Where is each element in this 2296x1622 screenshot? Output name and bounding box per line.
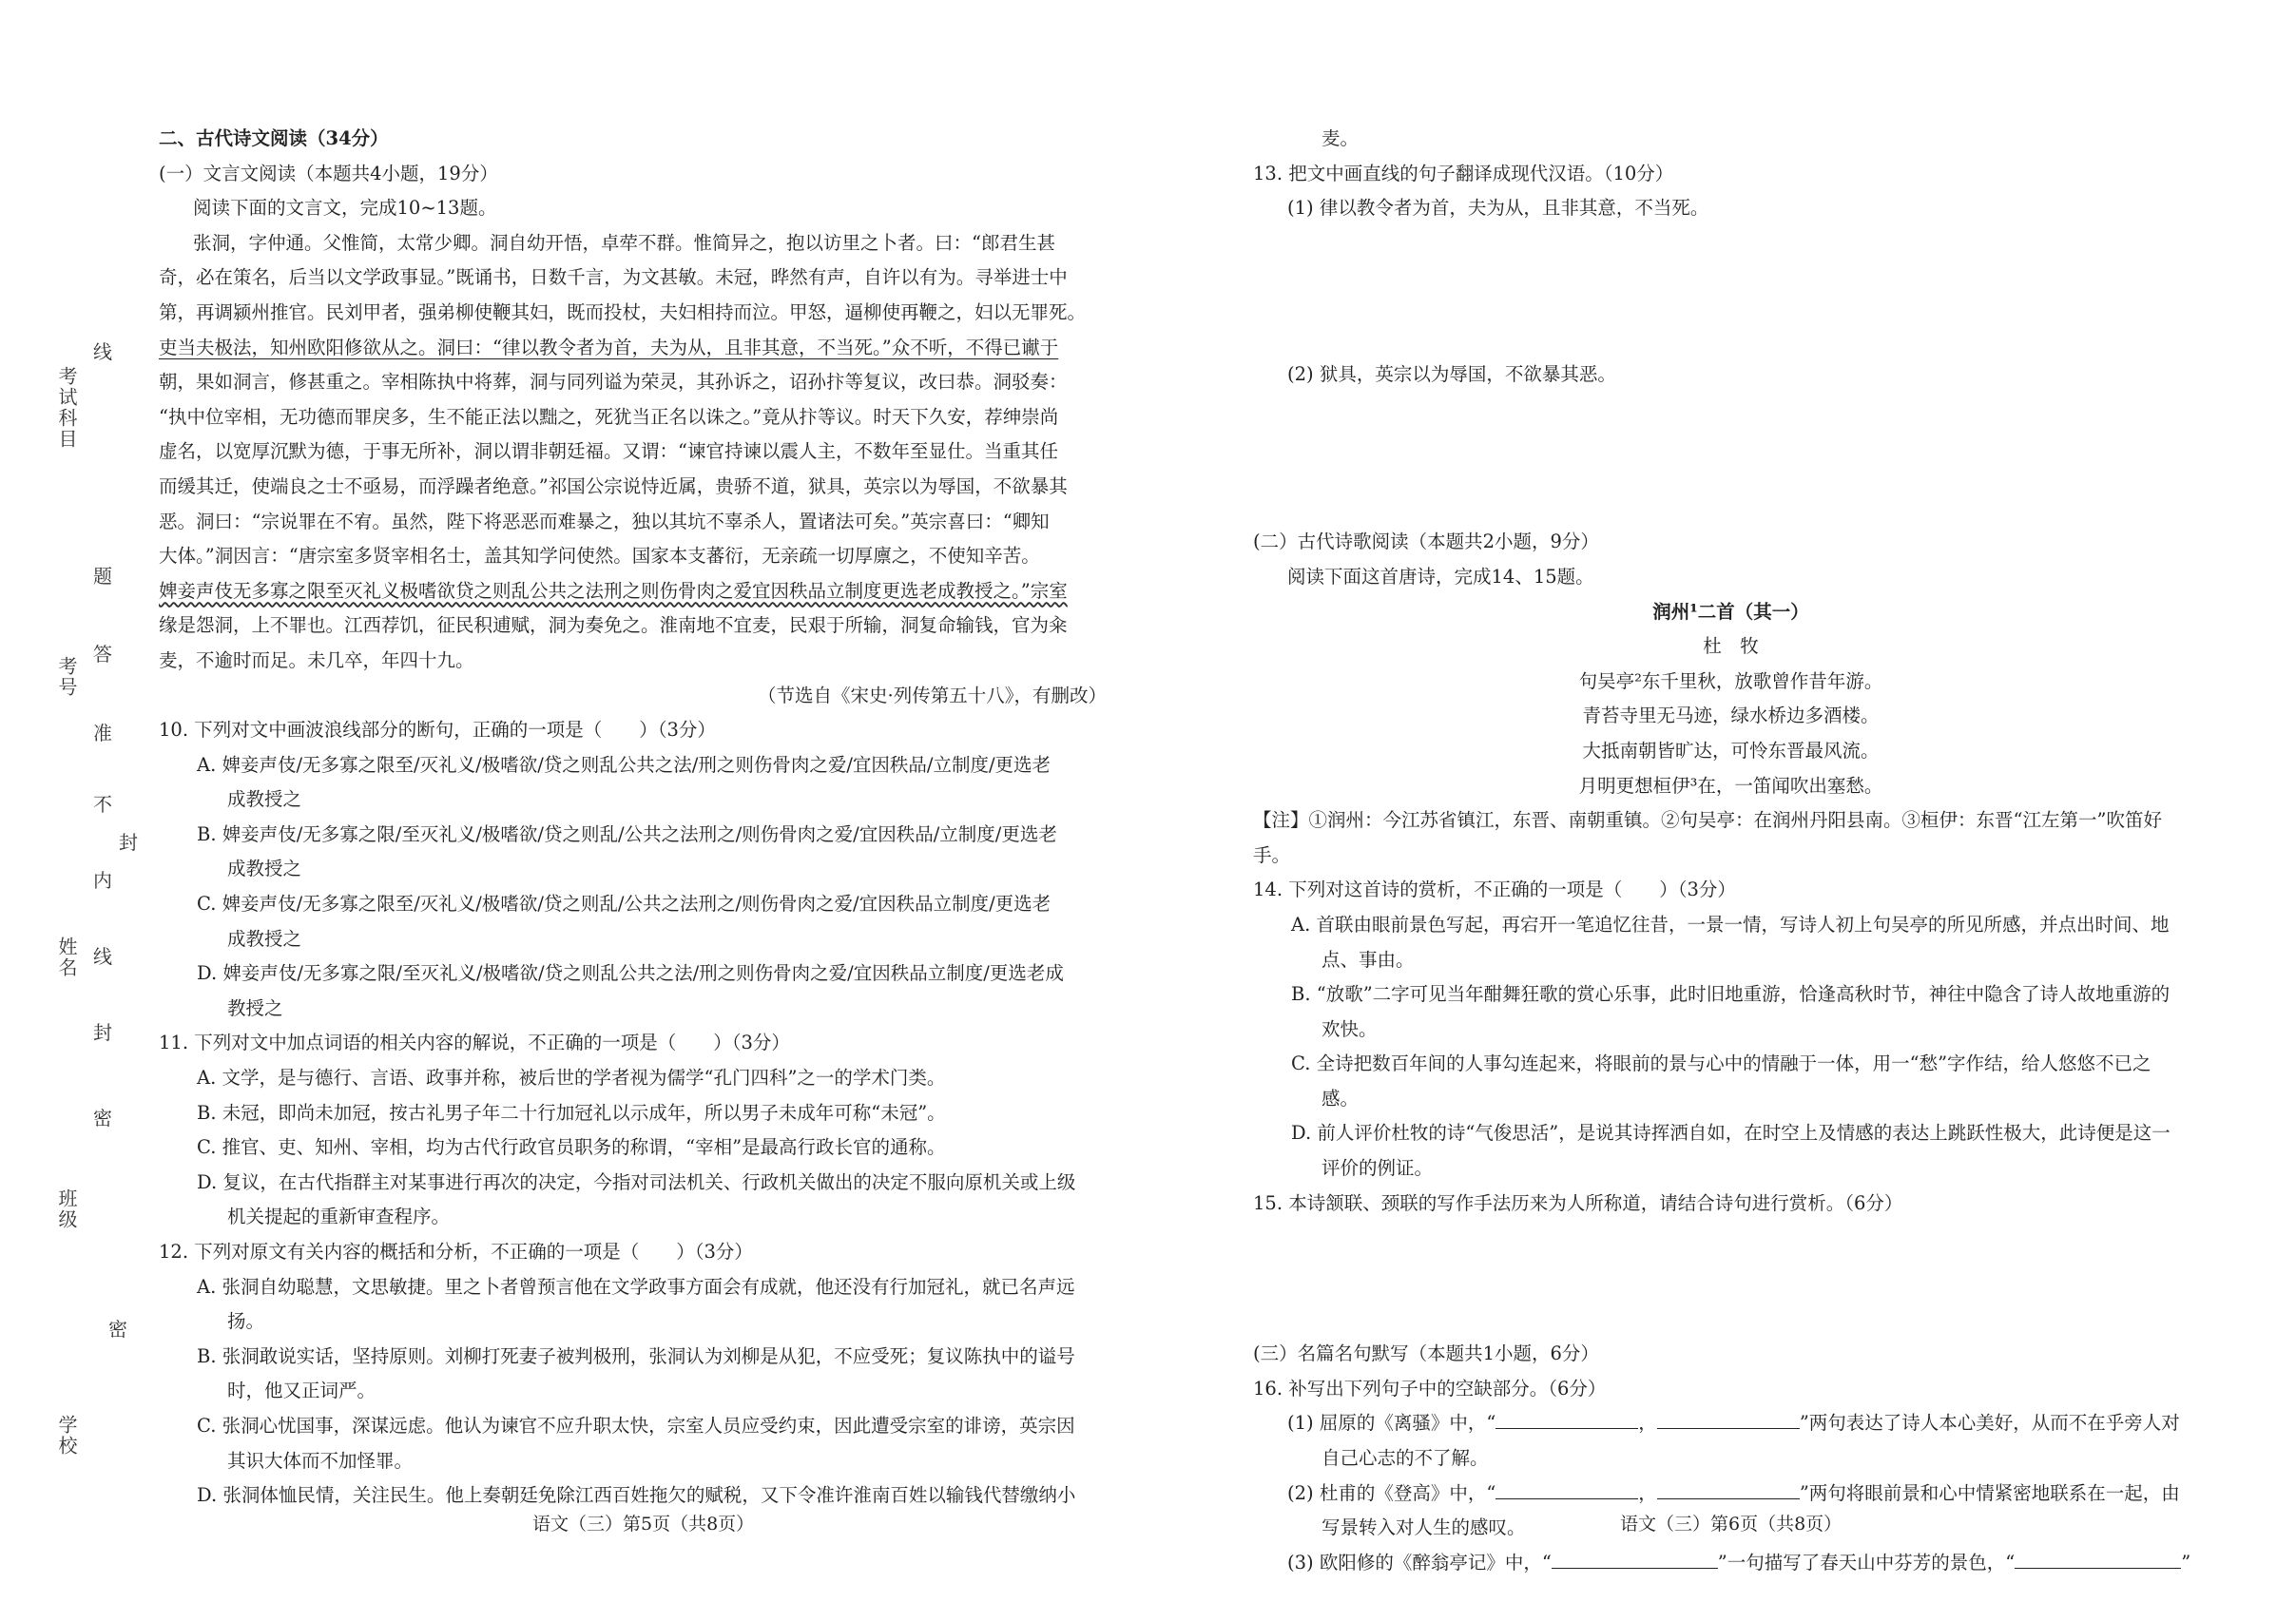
fill-blank[interactable]: [1495, 1480, 1638, 1499]
question-stem: 10. 下列对文中画波浪线部分的断句，正确的一项是（ ）（3分）: [159, 719, 716, 742]
seal-char: 密: [93, 1107, 112, 1130]
poem-line: 大抵南朝皆旷达，可怜东晋最风流。: [1582, 739, 1880, 762]
translation-item: (2) 狱具，英宗以为辱国，不欲暴其恶。: [1287, 362, 1616, 385]
question-stem: 16. 补写出下列句子中的空缺部分。（6分）: [1253, 1377, 1607, 1400]
exam-subject-label: 考试科目: [55, 366, 78, 450]
option: C. 全诗把数百年间的人事勾连起来，将眼前的景与心中的情融于一体，用一“愁”字作结，给人悠悠不已之: [1291, 1052, 2151, 1075]
passage-line: 麦，不逾时而足。未几卒，年四十九。: [159, 648, 474, 671]
answer-space: [1253, 226, 2209, 357]
seal-char: 答: [93, 643, 112, 666]
option: C. 婢妾声伎/无多寡之限至/灭礼义/极嗜欲/贷之则乱/公共之法刑之/则伤骨肉之爱/宜因秩品立制度/更选老: [197, 893, 1052, 916]
seal-char: 封: [119, 831, 138, 854]
question-stem: 11. 下列对文中加点词语的相关内容的解说，不正确的一项是（ ）（3分）: [159, 1032, 790, 1054]
binding-margin: [0, 0, 143, 1622]
option: A. 文学，是与德行、言语、政事并称，被后世的学者视为儒学“孔门四科”之一的学术门类。: [197, 1067, 946, 1090]
translation-item: (1) 律以教令者为首，夫为从，且非其意，不当死。: [1287, 197, 1709, 220]
seal-char: 密: [108, 1318, 127, 1341]
fill-blank[interactable]: [1657, 1410, 1800, 1429]
subsection-title: (二）古代诗歌阅读（本题共2小题，9分）: [1253, 531, 1599, 553]
left-page: [159, 122, 1114, 1514]
subsection-title: (一）文言文阅读（本题共4小题，19分）: [159, 162, 498, 184]
dictation-item: (1) 屈原的《离骚》中，“ ， ”两句表达了诗人本心美好，从而不在乎旁人对: [1287, 1412, 2180, 1435]
name-label: 姓名: [55, 937, 78, 978]
seal-char: 题: [93, 565, 112, 588]
section-title: 二、古代诗文阅读（34分）: [159, 127, 389, 149]
option-cont: 评价的例证。: [1322, 1157, 1434, 1180]
option-cont: 其识大体而不加怪罪。: [227, 1449, 414, 1472]
subsection-title: (三）名篇名句默写（本题共1小题，6分）: [1253, 1342, 1599, 1365]
passage-line: 吏当夫极法，知州欧阳修欲从之。洞曰：“律以教令者为首，夫为从，且非其意，不当死。”众不听，不得已谳于: [159, 336, 1059, 358]
option-cont: 点、事由。: [1322, 948, 1415, 971]
fill-blank[interactable]: [1657, 1480, 1800, 1499]
exam-number-label: 考号: [55, 656, 78, 698]
option-cont: 机关提起的重新审查程序。: [227, 1206, 451, 1228]
school-label: 学校: [55, 1415, 78, 1457]
fill-blank[interactable]: [2015, 1550, 2181, 1569]
passage-line-wavy: 婢妾声伎无多寡之限至灭礼义极嗜欲贷之则乱公共之法刑之则伤骨肉之爱宜因秩品立制度更选老成教授之。”宗室: [159, 579, 1068, 602]
passage-line: 奇，必在策名，后当以文学政事显。”既诵书，日数千言，为文甚敏。未冠，晔然有声，自许以有为。寻举进士中: [159, 266, 1068, 289]
option: C. 张洞心忧国事，深谋远虑。他认为谏官不应升职太快，宗室人员应受约束，因此遭受宗室的诽谤，英宗因: [197, 1414, 1075, 1437]
passage-line: 第，再调颍州推官。民刘甲者，强弟柳使鞭其妇，既而投杖，夫妇相持而泣。甲怒，逼柳使再鞭之，妇以无罪死。: [159, 300, 1087, 323]
answer-space: [1253, 392, 2209, 525]
classical-passage: [159, 226, 1114, 679]
option: B. 婢妾声伎/无多寡之限/至灭礼义/极嗜欲/贷之则乱/公共之法刑之/则伤骨肉之爱/宜因秩品/立制度/更选老: [197, 822, 1057, 845]
seal-char: 封: [93, 1021, 112, 1044]
dictation-item-cont: 写景转入对人生的感叹。: [1322, 1516, 1526, 1539]
option: A. 婢妾声伎/无多寡之限至/灭礼义/极嗜欲/贷之则乱公共之法/刑之则伤骨肉之爱/宜因秩品/立制度/更选老: [197, 753, 1052, 776]
option-cont: 时，他又正词严。: [227, 1380, 376, 1402]
passage-line: “执中位宰相，无功德而罪戾多，生不能正法以黜之，死犹当正名以诛之。”竟从抃等议。时天下久安，荐绅崇尚: [159, 405, 1059, 428]
seal-char: 不: [93, 793, 112, 816]
dictation-item: (2) 杜甫的《登高》中，“ ， ”两句将眼前景和心中情紧密地联系在一起，由: [1287, 1481, 2180, 1504]
instruction: 阅读下面这首唐诗，完成14、15题。: [1287, 565, 1594, 588]
question-stem: 13. 把文中画直线的句子翻译成现代汉语。（10分）: [1253, 162, 1674, 184]
passage-line: 大体。”洞因言：“唐宗室多贤宰相名士，盖其知学问使然。国家本支蕃衍，无亲疏一切厚廪之，不使知辛苦。: [159, 545, 1040, 568]
passage-source: （节选自《宋史·列传第五十八》，有删改）: [758, 684, 1107, 706]
option-cont: 欢快。: [1322, 1017, 1378, 1040]
questions-10-12: [159, 713, 1114, 1514]
option-cont: 成教授之: [227, 788, 302, 811]
poem-line: 青苔寺里无马迹，绿水桥边多酒楼。: [1582, 705, 1880, 727]
option: D. 婢妾声伎/无多寡之限/至灭礼义/极嗜欲/贷之则乱公共之法/刑之则伤骨肉之爱/宜因秩品立制度/更选老成: [197, 962, 1064, 985]
page-footer-left: 语文（三）第5页（共8页）: [532, 1514, 755, 1535]
question-stem: 15. 本诗颔联、颈联的写作手法历来为人所称道，请结合诗句进行赏析。（6分）: [1253, 1191, 1903, 1214]
passage-line: 张洞，字仲通。父惟简，太常少卿。洞自幼开悟，卓荦不群。惟简异之，抱以访里之卜者。曰：“郎君生甚: [193, 231, 1055, 254]
option: D. 张洞体恤民情，关注民生。他上奏朝廷免除江西百姓拖欠的赋税，又下令准许淮南百姓以输钱代替缴纳小: [197, 1484, 1076, 1507]
option-cont: 教授之: [227, 996, 283, 1019]
class-label: 班级: [55, 1188, 78, 1230]
question-stem: 12. 下列对原文有关内容的概括和分析，不正确的一项是（ ）（3分）: [159, 1241, 753, 1263]
question-stem: 14. 下列对这首诗的赏析，不正确的一项是（ ）（3分）: [1253, 879, 1736, 901]
poem-line: 句吴亭²东千里秋，放歌曾作昔年游。: [1578, 669, 1883, 692]
option: A. 首联由眼前景色写起，再宕开一笔追忆往昔，一景一情，写诗人初上句吴亭的所见所感，并点出时间、地: [1291, 913, 2170, 936]
seal-char: 准: [93, 722, 112, 744]
option-cont: 感。: [1322, 1087, 1360, 1110]
option-cont: 成教授之: [227, 858, 302, 880]
passage-line: 而缓其迁，使端良之士不亟易，而浮躁者绝意。”祁国公宗说恃近属，贵骄不道，狱具，英宗以为辱国，不欲暴其: [159, 474, 1068, 497]
passage-line: 恶。洞曰：“宗说罪在不宥。虽然，陛下将恶恶而难暴之，独以其坑不辜杀人，置诸法可矣。”英宗喜曰：“卿知: [159, 510, 1050, 532]
dictation-item-cont: 自己心志的不了解。: [1322, 1447, 1489, 1470]
option: C. 推官、吏、知州、宰相，均为古代行政官员职务的称谓，“宰相”是最高行政长官的通称。: [197, 1136, 946, 1159]
option: B. 张洞敢说实话，坚持原则。刘柳打死妻子被判极刑，张洞认为刘柳是从犯，不应受死；复议陈执中的谥号: [197, 1344, 1075, 1367]
option: D. 前人评价杜牧的诗“气俊思活”，是说其诗挥洒自如，在时空上及情感的表达上跳跃性极大，此诗便是这一: [1291, 1122, 2171, 1145]
option-cont: 麦。: [1322, 127, 1360, 149]
page-footer-right: 语文（三）第6页（共8页）: [1620, 1514, 1843, 1535]
fill-blank[interactable]: [1552, 1550, 1718, 1569]
answer-space: [1253, 1221, 2209, 1337]
option-cont: 扬。: [227, 1310, 265, 1333]
option: D. 复议，在古代指群主对某事进行再次的决定，今指对司法机关、行政机关做出的决定不服向原机关或上级: [197, 1170, 1076, 1193]
option: A. 张洞自幼聪慧，文思敏捷。里之卜者曾预言他在文学政事方面会有成就，他还没有行加冠礼，就已名声远: [197, 1275, 1075, 1298]
seal-char: 内: [93, 869, 112, 892]
seal-char: 线: [93, 340, 112, 363]
fill-blank[interactable]: [1495, 1410, 1638, 1429]
seal-char: 线: [93, 945, 112, 968]
poem-title: 润州¹二首（其一）: [1652, 600, 1809, 623]
instruction: 阅读下面的文言文，完成10~13题。: [193, 197, 497, 220]
poem-note: 【注】①润州：今江苏省镇江，东晋、南朝重镇。②句吴亭：在润州丹阳县南。③桓伊：东晋“江左第一”吹笛好: [1253, 809, 2162, 832]
passage-line: 缘是怨洞，上不罪也。江西荐饥，征民积逋赋，洞为奏免之。淮南地不宜麦，民艰于所输，洞复命输钱，官为籴: [159, 614, 1068, 637]
option: B. “放歌”二字可见当年酣舞狂歌的赏心乐事，此时旧地重游，恰逢高秋时节，神往中隐含了诗人故地重游的: [1291, 983, 2171, 1006]
option-cont: 成教授之: [227, 927, 302, 950]
option: B. 未冠，即尚未加冠，按古礼男子年二十行加冠礼以示成年，所以男子未成年可称“未冠”。: [197, 1101, 946, 1124]
passage-line: 虚名，以宽厚沉默为德，于事无所补，洞以谓非朝廷福。又谓：“谏官持谏以震人主，不数年至显仕。当重其任: [159, 440, 1058, 463]
poem-author: 杜 牧: [1703, 635, 1759, 658]
poem-line: 月明更想桓伊³在，一笛闻吹出塞愁。: [1578, 774, 1883, 797]
right-page: [1253, 122, 2209, 1580]
dictation-item: (3) 欧阳修的《醉翁亭记》中，“ ”一句描写了春天山中芬芳的景色，“ ”: [1287, 1551, 2191, 1574]
passage-line: 朝，果如洞言，修甚重之。宰相陈执中将葬，洞与同列谥为荣灵，其孙诉之，诏孙抃等复议，改曰恭。洞驳奏：: [159, 371, 1068, 394]
poem-note-cont: 手。: [1253, 843, 1291, 866]
